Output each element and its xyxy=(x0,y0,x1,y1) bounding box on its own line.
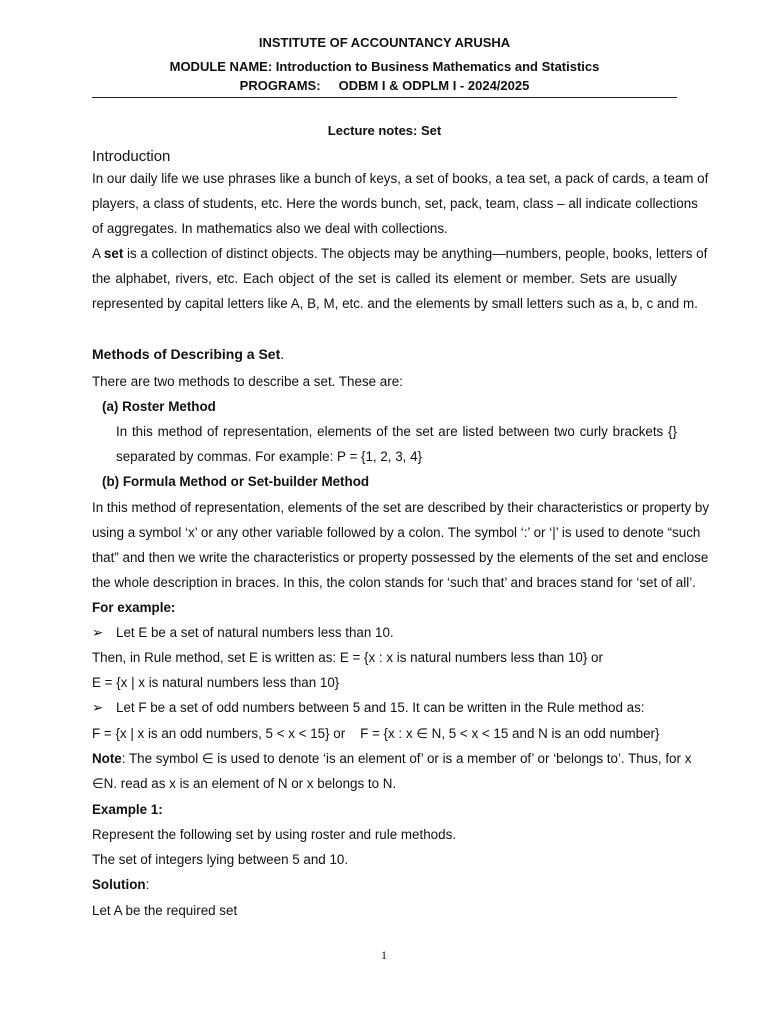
example1-rule-line: Then, in Rule method, set E is written as: E = {x : x is natural numbers less than 10} or xyxy=(92,650,603,665)
text-run: is a collection of distinct objects. The objects may be anything—numbers, people, books, letters of xyxy=(123,246,708,261)
intro-p2-line2: the alphabet, rivers, etc. Each object of the set is called its element or member. Sets are usually xyxy=(92,271,677,286)
note-text: : The symbol ∈ is used to denote ‘is an element of’ or is a member of’ or ‘belongs to’. Thus, for x xyxy=(121,751,692,766)
intro-p2-line1 xyxy=(92,246,708,262)
note-line1 xyxy=(92,751,692,767)
methods-heading-dot: . xyxy=(280,346,285,362)
arrow-bullet-icon: ➢ xyxy=(92,625,104,640)
text-run: A xyxy=(92,246,104,261)
example-bullet-1 xyxy=(92,625,677,641)
solution-label: Solution xyxy=(92,877,146,892)
formula-method-label: (b) Formula Method or Set-builder Method xyxy=(102,474,370,489)
arrow-bullet-icon: ➢ xyxy=(92,700,104,715)
example1-line1: Represent the following set by using roster and rule methods. xyxy=(92,827,456,842)
example2-rule-line: F = {x | x is an odd numbers, 5 < x < 15} or F = {x : x ∈ N, 5 < x < 15 and N is an odd number} xyxy=(92,726,660,741)
institute-name: INSTITUTE OF ACCOUNTANCY ARUSHA xyxy=(258,35,511,50)
methods-heading xyxy=(92,346,284,362)
roster-line2: separated by commas. For example: P = {1, 2, 3, 4} xyxy=(116,449,423,464)
note-line2: ∈N. read as x is an element of N or x belongs to N. xyxy=(92,776,397,791)
formula-line3: that” and then we write the characteristics or property possessed by the elements of the set and enclose xyxy=(92,550,709,565)
solution-line xyxy=(92,877,677,893)
lecture-title: Lecture notes: Set xyxy=(327,123,442,138)
intro-p2-line3: represented by capital letters like A, B, M, etc. and the elements by small letters such as a, b, c and m. xyxy=(92,296,698,311)
term-set: set xyxy=(103,246,124,261)
formula-line1: In this method of representation, elements of the set are described by their characteristics or property by xyxy=(92,500,710,515)
intro-p1-line1: In our daily life we use phrases like a bunch of keys, a set of books, a tea set, a pack of cards, a team of xyxy=(92,171,709,186)
example1-rule-alt: E = {x | x is natural numbers less than 10} xyxy=(92,675,340,690)
header-divider xyxy=(92,97,677,98)
programs-line: PROGRAMS: ODBM I & ODPLM I - 2024/2025 xyxy=(239,78,530,93)
solution-colon: : xyxy=(145,877,150,892)
formula-line2: using a symbol ‘x’ or any other variable followed by a colon. The symbol ‘:’ or ‘|’ is used to denote “such xyxy=(92,525,701,540)
example1-line3: Let A be the required set xyxy=(92,903,238,918)
roster-method-label: (a) Roster Method xyxy=(102,399,216,414)
methods-heading-text: Methods of Describing a Set xyxy=(92,346,281,362)
bullet-text: Let E be a set of natural numbers less than 10. xyxy=(116,625,394,640)
intro-p1-line3: of aggregates. In mathematics also we deal with collections. xyxy=(92,221,448,236)
roster-line1: In this method of representation, elements of the set are listed between two curly brackets {} xyxy=(116,424,677,439)
formula-line4: the whole description in braces. In this, the colon stands for ‘such that’ and braces stand for ‘set of all’. xyxy=(92,575,696,590)
intro-p1-line2: players, a class of students, etc. Here the words bunch, set, pack, team, class – all indicate collections xyxy=(92,196,698,211)
methods-lead: There are two methods to describe a set. These are: xyxy=(92,374,403,389)
bullet-text: Let F be a set of odd numbers between 5 and 15. It can be written in the Rule method as: xyxy=(116,700,645,715)
example-bullet-2 xyxy=(92,700,677,716)
example1-line2: The set of integers lying between 5 and 10. xyxy=(92,852,349,867)
for-example-label: For example: xyxy=(92,600,176,615)
note-label: Note xyxy=(92,751,122,766)
example1-label: Example 1: xyxy=(92,802,163,817)
page-number: 1 xyxy=(381,948,387,962)
module-name: MODULE NAME: Introduction to Business Mathematics and Statistics xyxy=(169,59,600,74)
intro-heading: Introduction xyxy=(92,148,171,165)
